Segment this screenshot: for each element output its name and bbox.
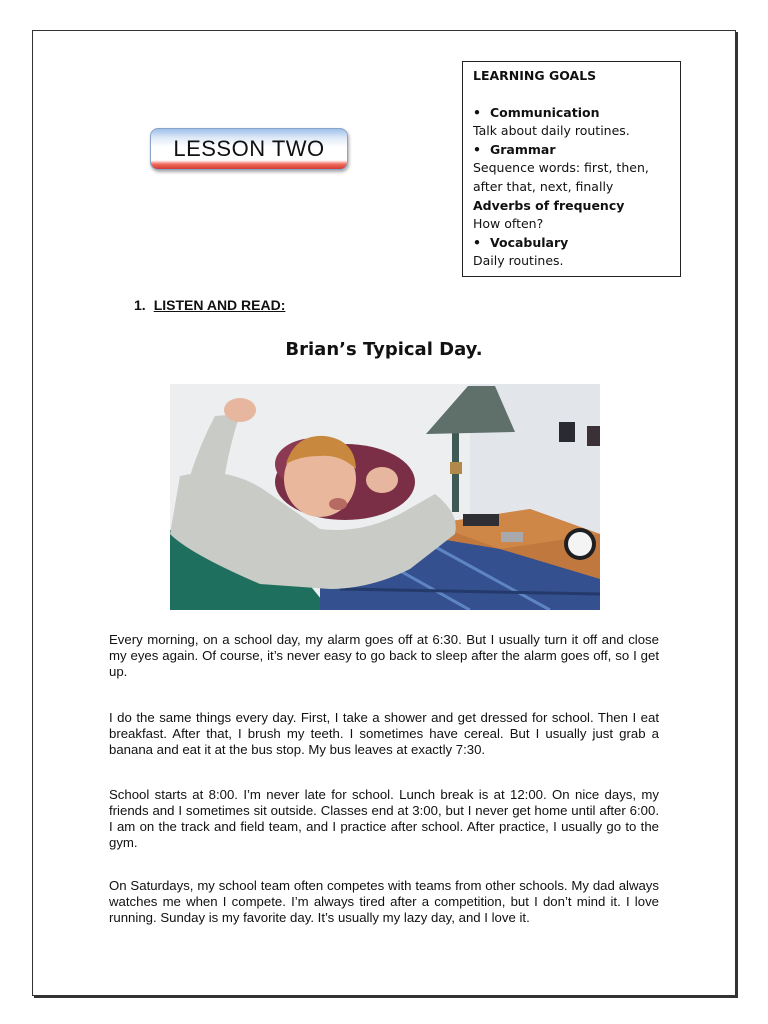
goal-grammar-label: • Grammar bbox=[473, 141, 670, 160]
lesson-badge-label: LESSON TWO bbox=[173, 136, 325, 161]
paragraph-2: I do the same things every day. First, I take a shower and get dressed for school. Then I eat breakfast. After that, I brush my teeth. I sometimes have cereal. But I usually just grab a banana and eat it at the bus stop. My bus leaves at exactly 7:30. bbox=[109, 710, 659, 757]
story-title: Brian’s Typical Day. bbox=[285, 339, 483, 360]
goal-adverbs-text: How often? bbox=[473, 216, 544, 232]
goal-communication-label: • Communication bbox=[473, 104, 670, 123]
paragraph-4: On Saturdays, my school team often competes with teams from other schools. My dad always watches me when I compete. I’m always tired after a competition, but I don’t mind it. I love running. Sunday is my favorite day. It’s usually my lazy day, and I love it. bbox=[109, 878, 659, 925]
story-photo bbox=[170, 384, 600, 610]
section-heading bbox=[134, 297, 285, 313]
paragraph-3: School starts at 8:00. I’m never late for school. Lunch break is at 12:00. On nice days, my friends and I sometimes sit outside. Classes end at 3:00, but I never get home until after 6:00. I am on the track and field team, and I practice after school. After practice, I usually go to the gym. bbox=[109, 787, 659, 850]
goal-communication-text: Talk about daily routines. bbox=[473, 123, 630, 139]
paragraph-1: Every morning, on a school day, my alarm goes off at 6:30. But I usually turn it off and close my eyes again. Of course, it’s never easy to go back to sleep after the alarm goes off, so I get up. bbox=[109, 632, 659, 679]
goal-vocabulary-label: • Vocabulary bbox=[473, 234, 670, 253]
learning-goals-box bbox=[462, 61, 681, 277]
goal-vocabulary-text: Daily routines. bbox=[473, 253, 564, 269]
lesson-badge bbox=[150, 128, 348, 170]
section-heading-text: LISTEN AND READ: bbox=[153, 297, 286, 313]
section-number: 1. bbox=[134, 297, 146, 313]
goal-adverbs-label: Adverbs of frequency bbox=[473, 197, 625, 213]
goal-grammar-text-1: Sequence words: first, then, bbox=[473, 160, 649, 176]
learning-goals-title: LEARNING GOALS bbox=[473, 68, 597, 83]
goal-grammar-text-2: after that, next, finally bbox=[473, 178, 614, 194]
